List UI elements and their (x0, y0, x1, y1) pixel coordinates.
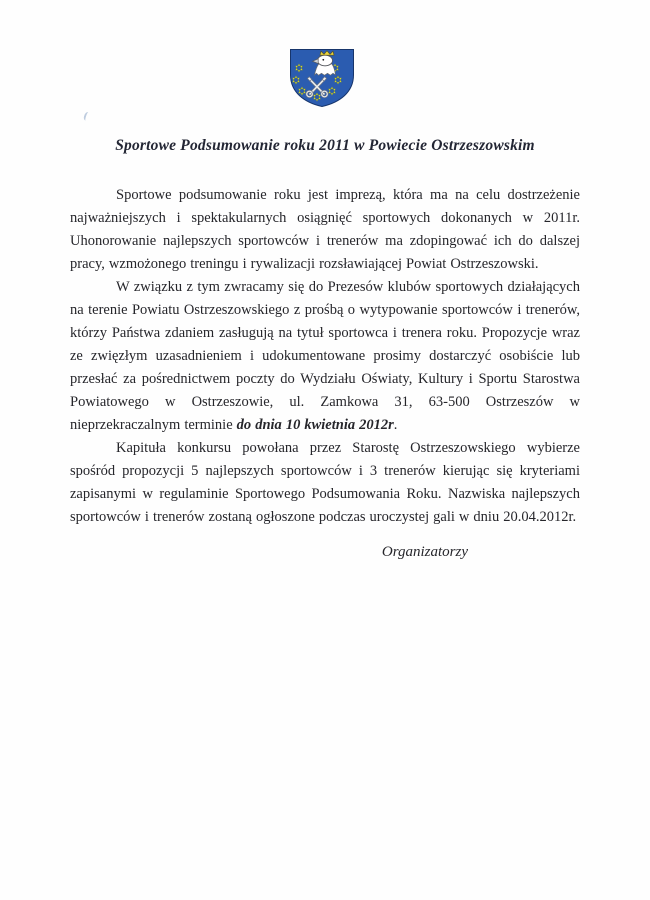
coat-of-arms-icon (289, 48, 355, 108)
county-coat-of-arms (289, 48, 355, 108)
paragraph-request-text: W związku z tym zwracamy się do Prezesów klubów sportowych działających na terenie Powiatu Ostrzeszowskiego z prośbą o wytypowanie sportowców i trenerów, którzy Państwa zdaniem zasługują na tytuł sportowca i trenera roku. Propozycje wraz ze zwięzłym uzasadnieniem i udokumentowane prosimy dostarczyć osobiście lub przesłać za pośrednictwem poczty do Wydziału Oświaty, Kultury i Sportu Starostwa Powiatowego w Ostrzeszowie, ul. Zamkowa 31, 63-500 Ostrzeszów w nieprzekraczalnym terminie (70, 279, 580, 433)
paragraph-request (70, 276, 580, 437)
paragraph-intro: Sportowe podsumowanie roku jest imprezą, która ma na celu dostrzeżenie najważniejszych i spektakularnych osiągnięć sportowych dokonanych w 2011r. Uhonorowanie najlepszych sportowców i trenerów ma zdopingować ich do dalszej pracy, wzmożonego treningu i rywalizacji rozsławiającej Powiat Ostrzeszowski. (70, 187, 580, 272)
paragraph-jury: Kapituła konkursu powołana przez Starostę Ostrzeszowskiego wybierze spośród propozycji 5 najlepszych sportowców i 3 trenerów kierując się kryteriami zapisanymi w regulaminie Sportowego Podsumowania Roku. Nazwiska najlepszych sportowców i trenerów zostaną ogłoszone podczas uroczystej gali w dniu 20.04.2012r. (70, 440, 580, 525)
eagle-eye (322, 59, 324, 61)
letter-body (70, 184, 580, 564)
document-title: Sportowe Podsumowanie roku 2011 w Powiecie Ostrzeszowskim (115, 137, 535, 154)
signature: Organizatorzy (381, 544, 468, 560)
pen-mark (83, 111, 91, 121)
deadline-emphasis: do dnia 10 kwietnia 2012r (236, 417, 394, 433)
paragraph-request-period: . (393, 417, 398, 433)
